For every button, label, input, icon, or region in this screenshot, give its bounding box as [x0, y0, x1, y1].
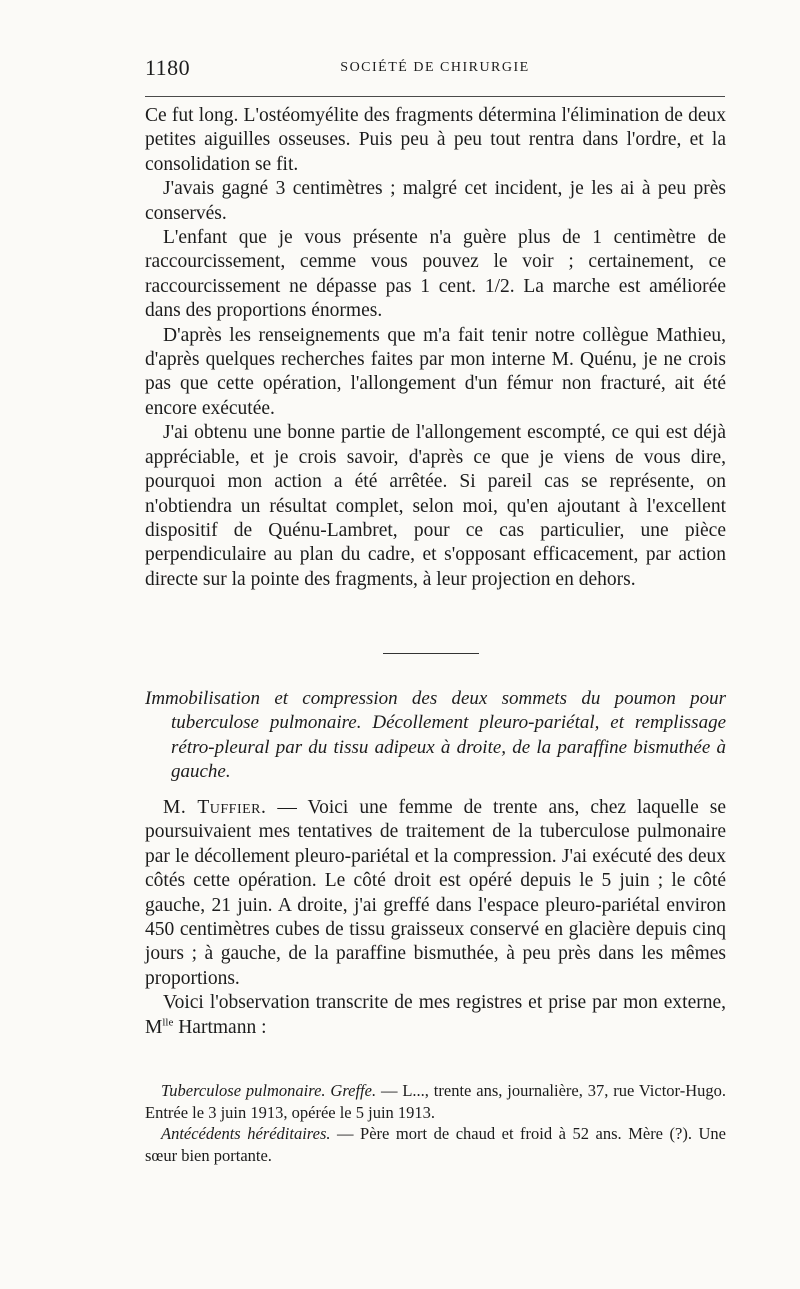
observation-text-1: — L..., trente ans, journalière, 37, rue Victor-Hugo. Entrée le 3 juin 1913, opérée le 5 juin 1913. [145, 1081, 726, 1122]
running-head [145, 55, 725, 85]
observation-block [145, 1080, 726, 1166]
paragraph-2: J'avais gagné 3 centimètres ; malgré cet incident, je les ai à peu près conservés. [145, 178, 726, 224]
paragraph-4: D'après les renseignements que m'a fait tenir notre collègue Mathieu, d'après quelques recherches faites par mon interne M. Quénu, je ne crois pas que cette opération, l'allongement d'un fémur non fracturé, ait été encore exécutée. [145, 324, 726, 419]
section-divider [383, 653, 479, 654]
body-text-continued [145, 104, 726, 592]
paragraph-3: L'enfant que je vous présente n'a guère plus de 1 centimètre de raccourcissement, cemme vous pouvez le voir ; certainement, ce raccourcissement ne dépasse pas 1 cent. 1/2. La marche est améliorée dans des proportions énormes. [145, 227, 726, 322]
observation-intro: Voici l'observation transcrite de mes registres et prise par mon externe, M [145, 992, 726, 1038]
page-number: 1180 [145, 55, 191, 80]
paragraph-5: J'ai obtenu une bonne partie de l'allongement escompté, ce qui est déjà appréciable, et je crois savoir, d'après ce que je viens de vous dire, pourquoi mon action a été arrêtée. Si pareil cas se représente, on n'obtiendra un résultat complet, selon moi, qu'en ajoutant à l'excellent dispositif de Quénu-Lambret, pour ce cas particulier, une pièce perpendiculaire au plan du cadre, et s'opposant efficacement, par action directe sur la pointe des fragments, à leur projection en dehors. [145, 422, 726, 590]
speaker-name: M. Tuffier. [163, 797, 267, 818]
observation-line-2 [145, 1123, 726, 1166]
journal-title: SOCIÉTÉ DE CHIRURGIE [340, 60, 530, 75]
communication-text: — Voici une femme de trente ans, chez laquelle se poursuivaient mes tentatives de traitement de la tuberculose pulmonaire par le décollement pleuro-pariétal et la compression. J'ai exécuté des deux côtés cette opération. Le côté droit est opéré depuis le 5 juin ; le côté gauche, 21 juin. A droite, j'ai greffé dans l'espace pleuro-pariétal environ 450 centimètres cubes de tissu graisseux conservé en glacière depuis cinq jours ; à gauche, de la paraffine bismuthée, à peu près dans les mêmes proportions. [145, 797, 726, 989]
observation-line-1 [145, 1080, 726, 1123]
header-rule [145, 96, 725, 97]
observation-text-2: — Père mort de chaud et froid à 52 ans. Mère (?). Une sœur bien portante. [145, 1124, 726, 1165]
observation-label-2: Antécédents héréditaires. [161, 1124, 331, 1143]
section-title: Immobilisation et compression des deux sommets du poumon pour tuberculose pulmonaire. Décollement pleuro-pariétal, et remplissage rétro-pleural par du tissu adipeux à droite, de la paraffine bismuthée à gauche. [145, 688, 726, 783]
communication-block [145, 796, 726, 1040]
section-heading [145, 687, 726, 785]
observation-label-1: Tuberculose pulmonaire. Greffe. [161, 1081, 377, 1100]
externe-name: Hartmann : [173, 1016, 267, 1038]
title-superscript: lle [162, 1016, 174, 1029]
paragraph-1: Ce fut long. L'ostéomyélite des fragments détermina l'élimination de deux petites aiguilles osseuses. Puis peu à peu tout rentra dans l'ordre, et la consolidation se fit. [145, 105, 726, 175]
communication-paragraph [145, 796, 726, 991]
observation-intro-paragraph [145, 991, 726, 1040]
